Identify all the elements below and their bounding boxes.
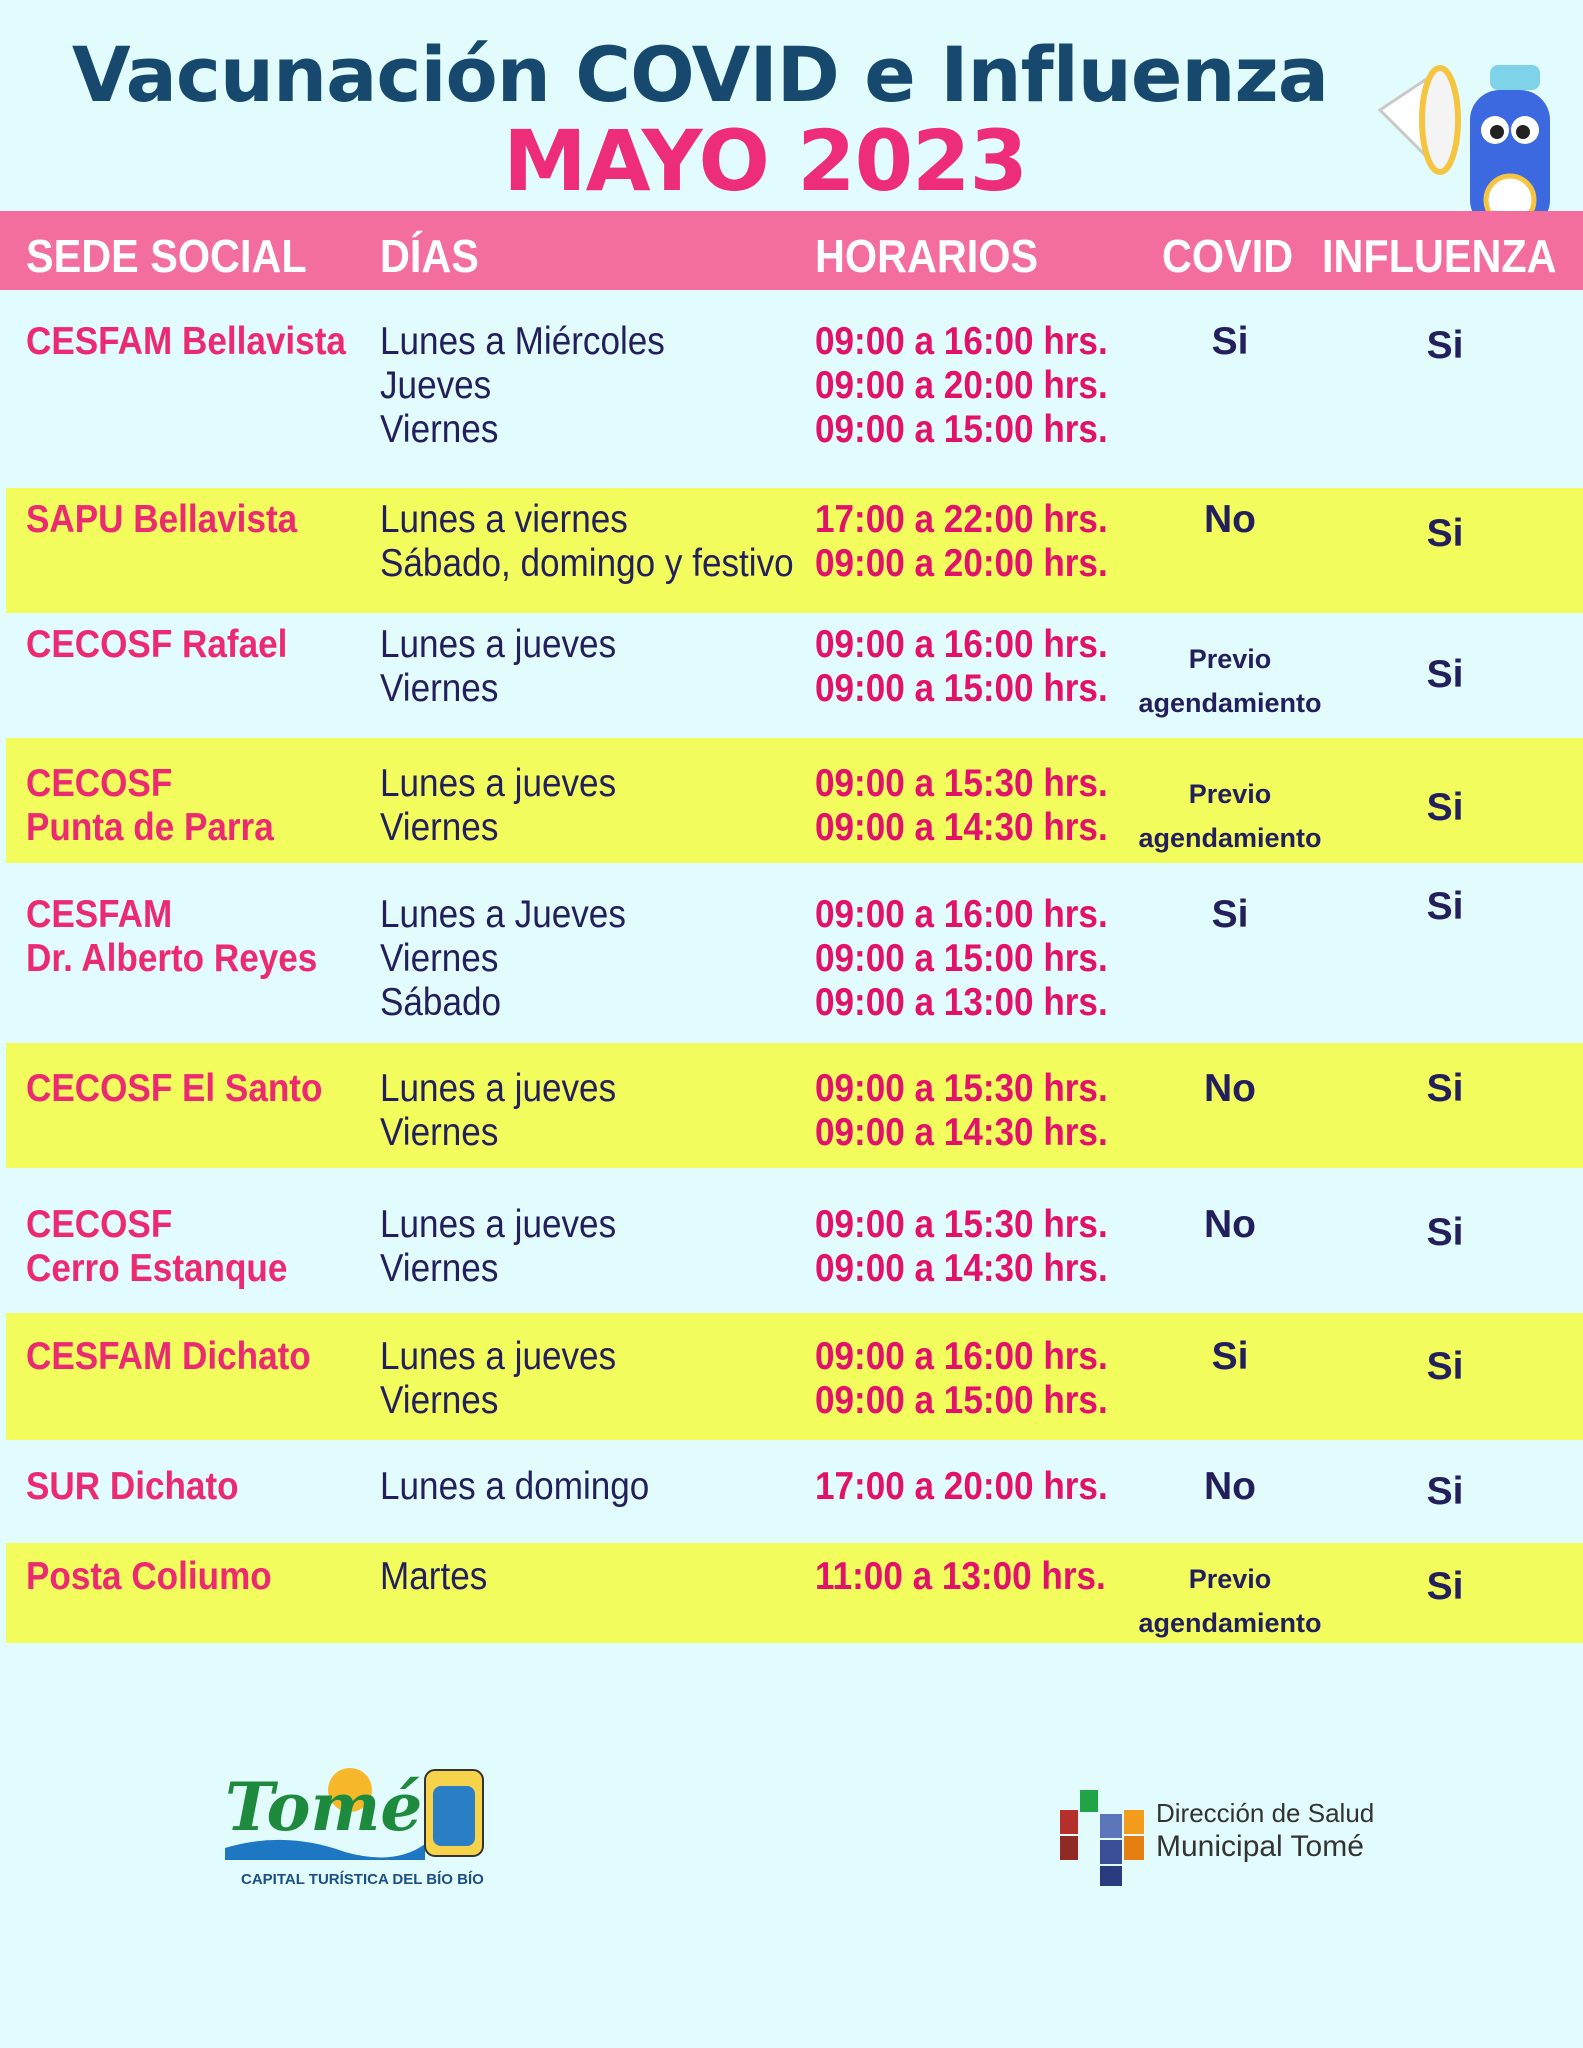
sede-cell: Posta Coliumo xyxy=(26,1555,272,1598)
header-dias: DÍAS xyxy=(380,230,479,282)
horarios-cell: 09:00 a 16:00 hrs. 09:00 a 15:00 hrs. xyxy=(815,1335,1108,1422)
covid-cell: Si xyxy=(1211,1335,1249,1378)
covid-cell: Previo agendamiento xyxy=(1138,1564,1322,1638)
table-row xyxy=(6,1313,1583,1440)
table-row xyxy=(6,488,1583,613)
influenza-cell: Si xyxy=(1426,885,1464,928)
influenza-cell: Si xyxy=(1426,786,1464,829)
direccion-line1: Dirección de Salud xyxy=(1156,1798,1375,1828)
horarios-cell: 17:00 a 20:00 hrs. xyxy=(815,1465,1108,1508)
table-row xyxy=(0,290,1583,488)
tome-logo-icon xyxy=(225,1760,485,1890)
dias-cell: Lunes a viernes Sábado, domingo y festivo xyxy=(380,498,794,585)
sede-cell: CECOSF Rafael xyxy=(26,623,288,666)
covid-cell: No xyxy=(1204,498,1256,541)
sede-cell: CECOSF Punta de Parra xyxy=(26,762,274,849)
horarios-cell: 09:00 a 15:30 hrs. 09:00 a 14:30 hrs. xyxy=(815,1203,1108,1290)
influenza-cell: Si xyxy=(1426,1565,1464,1608)
covid-cell: Si xyxy=(1211,320,1249,363)
direccion-line2: Municipal Tomé xyxy=(1156,1830,1364,1863)
header-sede: SEDE SOCIAL xyxy=(26,230,307,282)
influenza-cell: Si xyxy=(1426,653,1464,696)
covid-cell: No xyxy=(1204,1203,1256,1246)
covid-cell: No xyxy=(1204,1067,1256,1110)
sede-cell: SAPU Bellavista xyxy=(26,498,298,541)
header-covid: COVID xyxy=(1162,230,1294,282)
horarios-cell: 09:00 a 16:00 hrs. 09:00 a 15:00 hrs. 09:00 a 13:00 hrs. xyxy=(815,893,1108,1024)
table-row xyxy=(0,863,1583,1043)
header-horarios: HORARIOS xyxy=(815,230,1039,282)
horarios-cell: 09:00 a 15:30 hrs. 09:00 a 14:30 hrs. xyxy=(815,762,1108,849)
tome-logo-word: Tomé xyxy=(225,1768,423,1846)
covid-cell: Previo agendamiento xyxy=(1138,779,1322,853)
mascot-megaphone-icon xyxy=(1360,20,1570,230)
horarios-cell: 11:00 a 13:00 hrs. xyxy=(815,1555,1106,1598)
horarios-cell: 09:00 a 16:00 hrs. 09:00 a 15:00 hrs. xyxy=(815,623,1108,710)
sede-cell: CECOSF El Santo xyxy=(26,1067,323,1110)
influenza-cell: Si xyxy=(1426,1067,1464,1110)
table-row xyxy=(6,738,1583,863)
direccion-salud-logo-icon xyxy=(1060,1780,1420,1890)
influenza-cell: Si xyxy=(1426,1211,1464,1254)
dias-cell: Lunes a jueves Viernes xyxy=(380,762,617,849)
sede-cell: CECOSF Cerro Estanque xyxy=(26,1203,288,1290)
header-influenza: INFLUENZA xyxy=(1322,230,1557,282)
table-row xyxy=(0,613,1583,738)
sede-cell: CESFAM Bellavista xyxy=(26,320,346,363)
dias-cell: Lunes a jueves Viernes xyxy=(380,1335,617,1422)
covid-cell: Si xyxy=(1211,893,1249,936)
influenza-cell: Si xyxy=(1426,324,1464,367)
table-row xyxy=(0,1440,1583,1543)
page-title: Vacunación COVID e Influenza xyxy=(71,30,1329,119)
dias-cell: Lunes a domingo xyxy=(380,1465,650,1508)
sede-cell: SUR Dichato xyxy=(26,1465,239,1508)
table-header xyxy=(0,211,1583,290)
dias-cell: Lunes a jueves Viernes xyxy=(380,623,617,710)
sede-cell: CESFAM Dr. Alberto Reyes xyxy=(26,893,318,980)
table-row xyxy=(6,1043,1583,1168)
table-row xyxy=(0,1168,1583,1313)
table-row xyxy=(6,1543,1583,1643)
page-subtitle: MAYO 2023 xyxy=(503,112,1027,210)
horarios-cell: 17:00 a 22:00 hrs. 09:00 a 20:00 hrs. xyxy=(815,498,1108,585)
covid-cell: No xyxy=(1204,1465,1256,1508)
dias-cell: Lunes a Miércoles Jueves Viernes xyxy=(380,320,665,451)
dias-cell: Lunes a jueves Viernes xyxy=(380,1203,617,1290)
influenza-cell: Si xyxy=(1426,1345,1464,1388)
covid-cell: Previo agendamiento xyxy=(1138,644,1322,718)
tome-logo-caption: CAPITAL TURÍSTICA DEL BÍO BÍO xyxy=(241,1871,484,1888)
horarios-cell: 09:00 a 15:30 hrs. 09:00 a 14:30 hrs. xyxy=(815,1067,1108,1154)
influenza-cell: Si xyxy=(1426,1470,1464,1513)
sede-cell: CESFAM Dichato xyxy=(26,1335,311,1378)
dias-cell: Lunes a Jueves Viernes Sábado xyxy=(380,893,626,1024)
horarios-cell: 09:00 a 16:00 hrs. 09:00 a 20:00 hrs. 09:00 a 15:00 hrs. xyxy=(815,320,1108,451)
dias-cell: Martes xyxy=(380,1555,488,1598)
dias-cell: Lunes a jueves Viernes xyxy=(380,1067,617,1154)
influenza-cell: Si xyxy=(1426,512,1464,555)
